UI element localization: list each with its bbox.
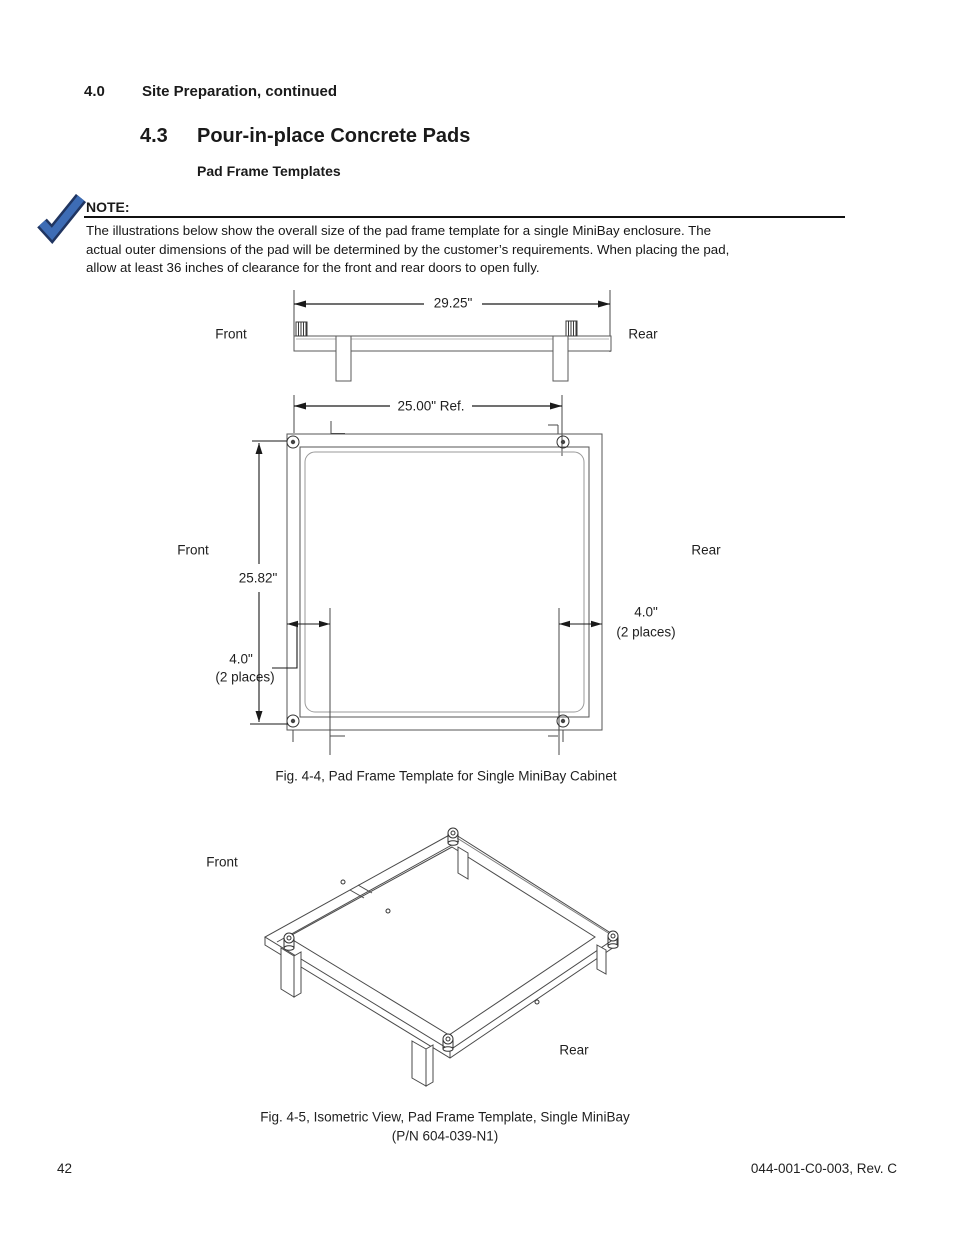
section-title: Pour-in-place Concrete Pads <box>197 125 471 147</box>
side-view-rear-label: Rear <box>628 326 658 342</box>
running-header-title: Site Preparation, continued <box>142 83 338 100</box>
plan-view-left-offset-places: (2 places) <box>215 669 275 685</box>
note-paragraph <box>86 222 856 278</box>
plan-view-rear-label: Rear <box>691 542 721 558</box>
isometric-view-drawing <box>240 825 660 1095</box>
plan-view-right-offset-places: (2 places) <box>616 624 676 640</box>
note-divider <box>84 216 845 218</box>
note-label: NOTE: <box>86 199 130 215</box>
note-line-3: allow at least 36 inches of clearance for the front and rear doors to open fully. <box>86 260 540 276</box>
figure-4-5-caption-line-1: Fig. 4-5, Isometric View, Pad Frame Template, Single MiniBay <box>260 1109 630 1125</box>
plan-view-depth-dimension: 25.82" <box>238 570 278 586</box>
isometric-front-label: Front <box>206 854 238 870</box>
plan-view-ref-width-dimension: 25.00" Ref. <box>397 398 465 414</box>
plan-view-front-label: Front <box>177 542 209 558</box>
running-header-number: 4.0 <box>84 83 105 100</box>
plan-view-left-offset-dimension: 4.0" <box>229 651 253 667</box>
note-line-2: actual outer dimensions of the pad will be determined by the customer’s requirements. When placing the pad, <box>86 241 730 257</box>
figure-4-5-caption-line-2: (P/N 604-039-N1) <box>391 1128 499 1144</box>
plan-view-right-offset-dimension: 4.0" <box>634 604 658 620</box>
side-view-width-dimension: 29.25" <box>433 295 473 311</box>
note-line-1: The illustrations below show the overall size of the pad frame template for a single MiniBay enclosure. The <box>86 223 712 238</box>
section-number: 4.3 <box>140 125 168 147</box>
plan-view-drawing <box>230 393 690 763</box>
check-icon <box>36 194 90 244</box>
footer-document-number: 044-001-C0-003, Rev. C <box>750 1161 897 1176</box>
figure-4-4-caption: Fig. 4-4, Pad Frame Template for Single MiniBay Cabinet <box>275 768 617 784</box>
subsection-heading: Pad Frame Templates <box>197 163 341 179</box>
footer-page-number: 42 <box>57 1161 73 1176</box>
isometric-rear-label: Rear <box>559 1042 589 1058</box>
side-view-front-label: Front <box>215 326 247 342</box>
